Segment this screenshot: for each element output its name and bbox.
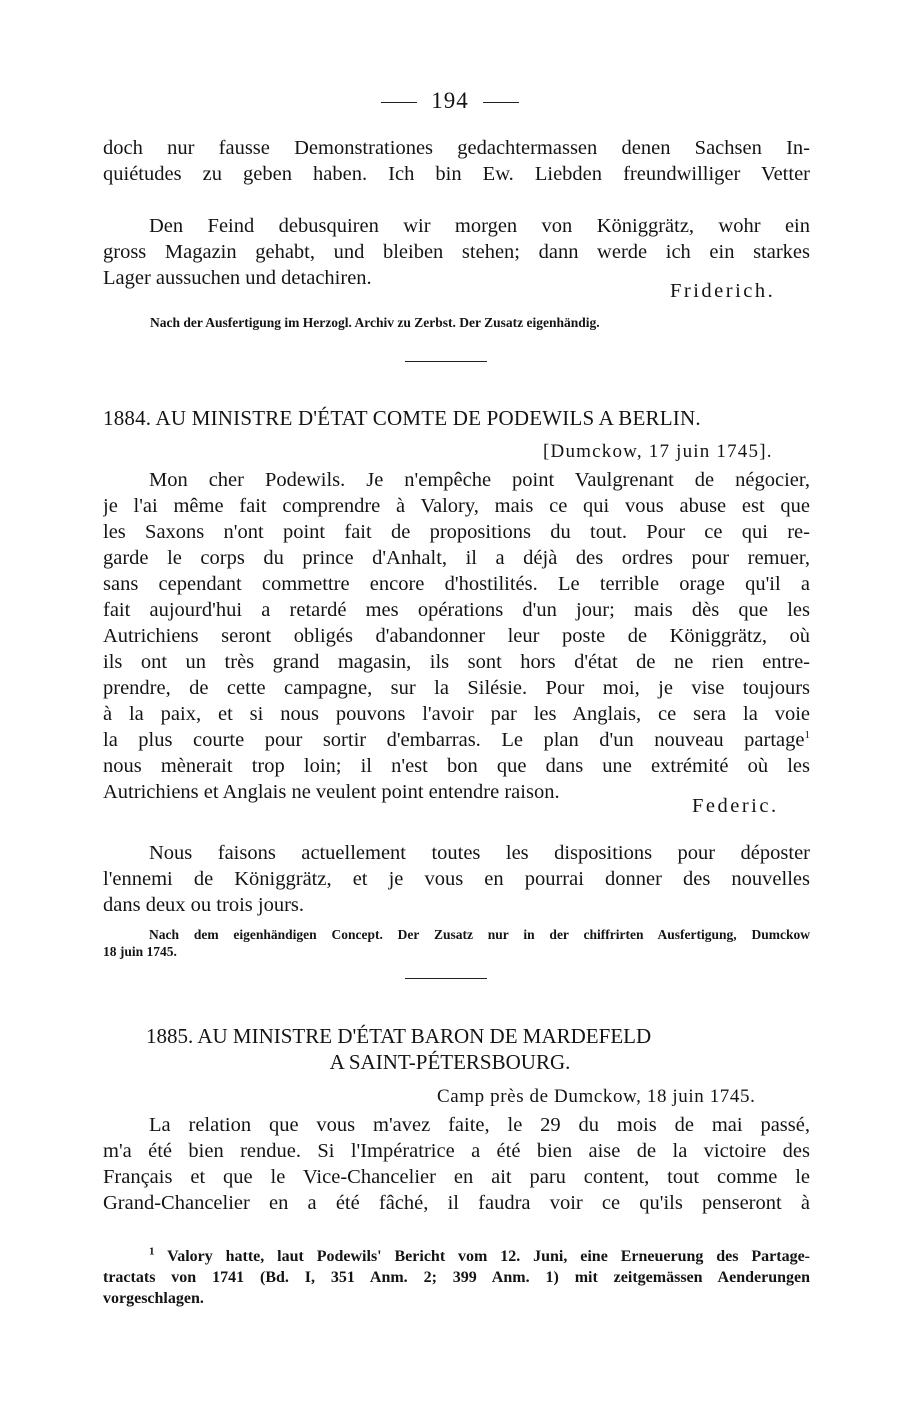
- letter-body-1884: [103, 467, 810, 805]
- source-note: Nach der Ausfertigung im Herzogl. Archiv zu Zerbst. Der Zusatz eigenhändig.: [150, 315, 600, 330]
- text-line: Français et que le Vice-Chancelier en ait paru content, tout comme le: [103, 1166, 810, 1188]
- letter-dateline-1885: Camp près de Dumckow, 18 juin 1745.: [437, 1086, 756, 1107]
- text-line: quiétudes zu geben haben. Ich bin Ew. Liebden freundwilliger Vetter: [103, 163, 810, 185]
- text-line: Nous faisons actuellement toutes les dispositions pour déposter: [149, 842, 810, 864]
- footnote-line: vorgeschlagen.: [103, 1290, 204, 1307]
- text-line: les Saxons n'ont point fait de propositions du tout. Pour ce qui re-: [103, 521, 810, 543]
- text-line: l'ennemi de Königgrätz, et je vous en pourrai donner des nouvelles: [103, 868, 810, 890]
- text-line: à la paix, et si nous pouvons l'avoir par les Anglais, ce sera la voie: [103, 703, 810, 725]
- footnote-text: Valory hatte, laut Podewils' Bericht vom 12. Juni, eine Erneuerung des Partage-: [167, 1248, 810, 1265]
- page-number: 194: [431, 88, 469, 113]
- text-line: prendre, de cette campagne, sur la Silésie. Pour moi, je vise toujours: [103, 677, 810, 699]
- text-line: [103, 727, 810, 753]
- letter-dateline-1884: [Dumckow, 17 juin 1745].: [543, 441, 773, 462]
- letter-heading-1885-line1: 1885. AU MINISTRE D'ÉTAT BARON DE MARDEFELD: [146, 1024, 652, 1048]
- text-line: doch nur fausse Demonstrationes gedachtermassen denen Sachsen In-: [103, 137, 810, 159]
- letter-body-1885: [103, 1112, 810, 1216]
- header-dash-right: [483, 102, 519, 103]
- source-note: [103, 926, 810, 960]
- note-line: Nach dem eigenhändigen Concept. Der Zusatz nur in der chiffrirten Ausfertigung, Dumckow: [149, 927, 810, 942]
- text-line: dans deux ou trois jours.: [103, 894, 304, 916]
- header-dash-left: [381, 102, 417, 103]
- letter-postscript-1884: [103, 840, 810, 918]
- letter-heading-1885-line2: A SAINT-PÉTERSBOURG.: [329, 1050, 571, 1074]
- text-line: Lager aussuchen und detachiren.: [103, 267, 372, 289]
- footnote: [103, 1246, 810, 1309]
- footnote-line: [103, 1246, 810, 1267]
- footnote-mark: 1: [149, 1246, 155, 1258]
- footnote-mark: 1: [804, 729, 810, 742]
- text-line: sans cependant commettre encore d'hostilités. Le terrible orage qu'il a: [103, 573, 810, 595]
- section-divider: [405, 978, 487, 979]
- footnote-line: tractats von 1741 (Bd. I, 351 Anm. 2; 399 Anm. 1) mit zeitgemässen Aenderungen: [103, 1269, 810, 1286]
- text-line: je l'ai même fait comprendre à Valory, mais ce qui vous abuse est que: [103, 495, 810, 517]
- text-line: gross Magazin gehabt, und bleiben stehen; dann werde ich ein starkes: [103, 241, 810, 263]
- page-header: [0, 88, 900, 114]
- text-line: La relation que vous m'avez faite, le 29 du mois de mai passé,: [149, 1114, 810, 1136]
- text-line: Den Feind debusquiren wir morgen von Königgrätz, wohr ein: [149, 215, 810, 237]
- text-line: fait aujourd'hui a retardé mes opérations d'un jour; mais dès que les: [103, 599, 810, 621]
- note-line: 18 juin 1745.: [103, 944, 177, 959]
- section-divider: [405, 361, 487, 362]
- continuation-paragraph: [103, 135, 810, 187]
- text-line-content: la plus courte pour sortir d'embarras. Le plan d'un nouveau partage: [103, 729, 805, 751]
- text-line: Mon cher Podewils. Je n'empêche point Vaulgrenant de négocier,: [149, 469, 810, 491]
- signature-federic: Federic.: [692, 795, 779, 817]
- text-line: m'a été bien rendue. Si l'Impératrice a été bien aise de la victoire des: [103, 1140, 810, 1162]
- text-line: garde le corps du prince d'Anhalt, il a déjà des ordres pour remuer,: [103, 547, 810, 569]
- text-line: Grand-Chancelier en a été fâché, il faudra voir ce qu'ils penseront à: [103, 1192, 810, 1214]
- text-line: Autrichiens et Anglais ne veulent point entendre raison.: [103, 781, 560, 803]
- text-line: Autrichiens seront obligés d'abandonner leur poste de Königgrätz, où: [103, 625, 810, 647]
- text-line: ils ont un très grand magasin, ils sont hors d'état de ne rien entre-: [103, 651, 810, 673]
- text-line: nous mènerait trop loin; il n'est bon que dans une extrémité où les: [103, 755, 810, 777]
- letter-heading-1884: 1884. AU MINISTRE D'ÉTAT COMTE DE PODEWILS A BERLIN.: [103, 406, 701, 430]
- signature-friderich: Friderich.: [670, 280, 776, 302]
